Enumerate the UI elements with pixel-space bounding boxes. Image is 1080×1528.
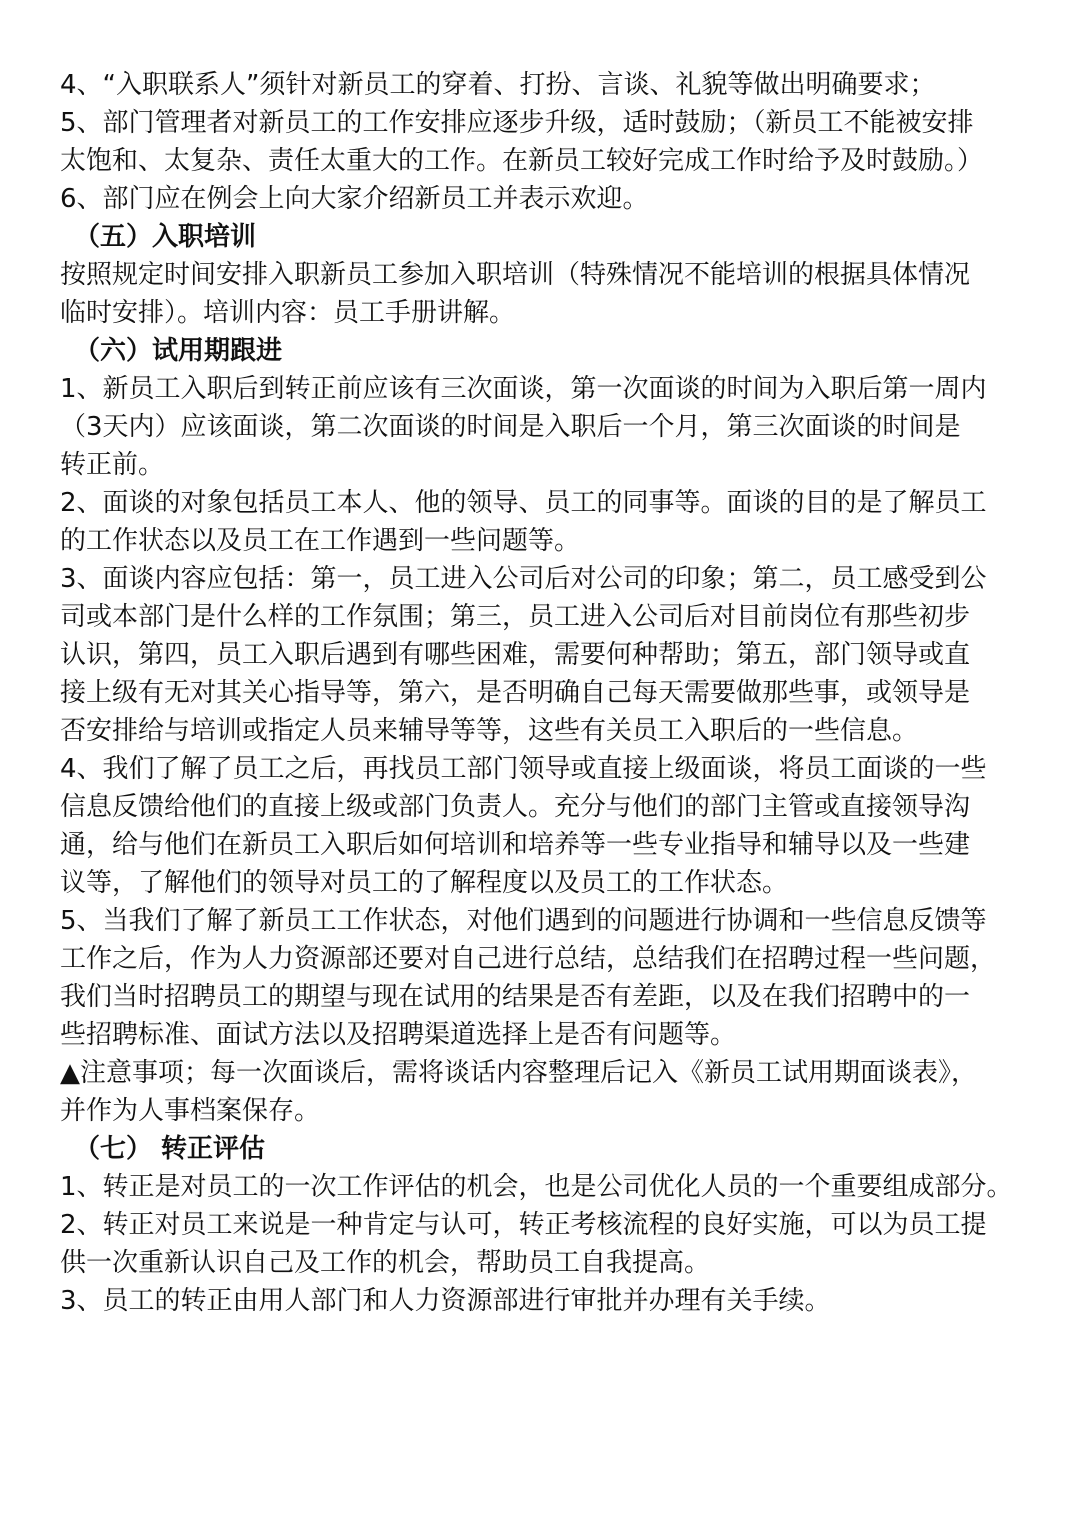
text-line: 临时安排）。培训内容：员工手册讲解。 [60, 298, 516, 328]
text-line: （3天内）应该面谈，第二次面谈的时间是入职后一个月，第三次面谈的时间是 [60, 412, 961, 442]
text-line: 按照规定时间安排入职新员工参加入职培训（特殊情况不能培训的根据具体情况 [60, 260, 971, 290]
text-line: 3、面谈内容应包括：第一，员工进入公司后对公司的印象；第二，员工感受到公 [60, 564, 987, 594]
text-line: 些招聘标准、面试方法以及招聘渠道选择上是否有问题等。 [60, 1020, 737, 1050]
text-line: 2、面谈的对象包括员工本人、他的领导、员工的同事等。面谈的目的是了解员工 [60, 488, 987, 518]
text-line: 通，给与他们在新员工入职后如何培训和培养等一些专业指导和辅导以及一些建 [60, 830, 971, 860]
text-line: 接上级有无对其关心指导等，第六，是否明确自己每天需要做那些事，或领导是 [60, 678, 971, 708]
document-body [60, 66, 1022, 1320]
text-line: 我们当时招聘员工的期望与现在试用的结果是否有差距，以及在我们招聘中的一 [60, 982, 971, 1012]
note-line: ▲注意事项；每一次面谈后，需将谈话内容整理后记入《新员工试用期面谈表》， [60, 1058, 977, 1088]
text-line: 的工作状态以及员工在工作遇到一些问题等。 [60, 526, 581, 556]
text-line: 工作之后，作为人力资源部还要对自己进行总结，总结我们在招聘过程一些问题， [60, 944, 997, 974]
text-line: 供一次重新认识自己及工作的机会，帮助员工自我提高。 [60, 1248, 711, 1278]
text-line: 2、转正对员工来说是一种肯定与认可，转正考核流程的良好实施，可以为员工提 [60, 1210, 987, 1240]
text-line: 4、“入职联系人”须针对新员工的穿着、打扮、言谈、礼貌等做出明确要求； [60, 70, 936, 100]
text-line: 5、当我们了解了新员工工作状态，对他们遇到的问题进行协调和一些信息反馈等 [60, 906, 987, 936]
text-line: 1、转正是对员工的一次工作评估的机会，也是公司优化人员的一个重要组成部分。 [60, 1172, 1013, 1202]
text-line: 4、我们了解了员工之后，再找员工部门领导或直接上级面谈，将员工面谈的一些 [60, 754, 987, 784]
text-line: 认识，第四，员工入职后遇到有哪些困难，需要何种帮助；第五，部门领导或直 [60, 640, 971, 670]
section-heading-onboarding-training: （五）入职培训 [74, 222, 257, 252]
text-line: 信息反馈给他们的直接上级或部门负责人。充分与他们的部门主管或直接领导沟 [60, 792, 971, 822]
section-heading-probation-followup: （六）试用期跟进 [74, 336, 283, 366]
text-line: 1、新员工入职后到转正前应该有三次面谈，第一次面谈的时间为入职后第一周内 [60, 374, 987, 404]
text-line: 并作为人事档案保存。 [60, 1096, 321, 1126]
text-line: 5、部门管理者对新员工的工作安排应逐步升级，适时鼓励；（新员工不能被安排 [60, 108, 974, 138]
text-line: 太饱和、太复杂、责任太重大的工作。在新员工较好完成工作时给予及时鼓励。） [60, 146, 984, 176]
text-line: 议等，了解他们的领导对员工的了解程度以及员工的工作状态。 [60, 868, 789, 898]
section-heading-regularization-evaluation: （七） 转正评估 [74, 1134, 266, 1164]
text-line: 6、部门应在例会上向大家介绍新员工并表示欢迎。 [60, 184, 649, 214]
text-line: 转正前。 [60, 450, 165, 480]
text-line: 否安排给与培训或指定人员来辅导等等，这些有关员工入职后的一些信息。 [60, 716, 919, 746]
text-line: 3、员工的转正由用人部门和人力资源部进行审批并办理有关手续。 [60, 1286, 831, 1316]
text-line: 司或本部门是什么样的工作氛围；第三，员工进入公司后对目前岗位有那些初步 [60, 602, 971, 632]
